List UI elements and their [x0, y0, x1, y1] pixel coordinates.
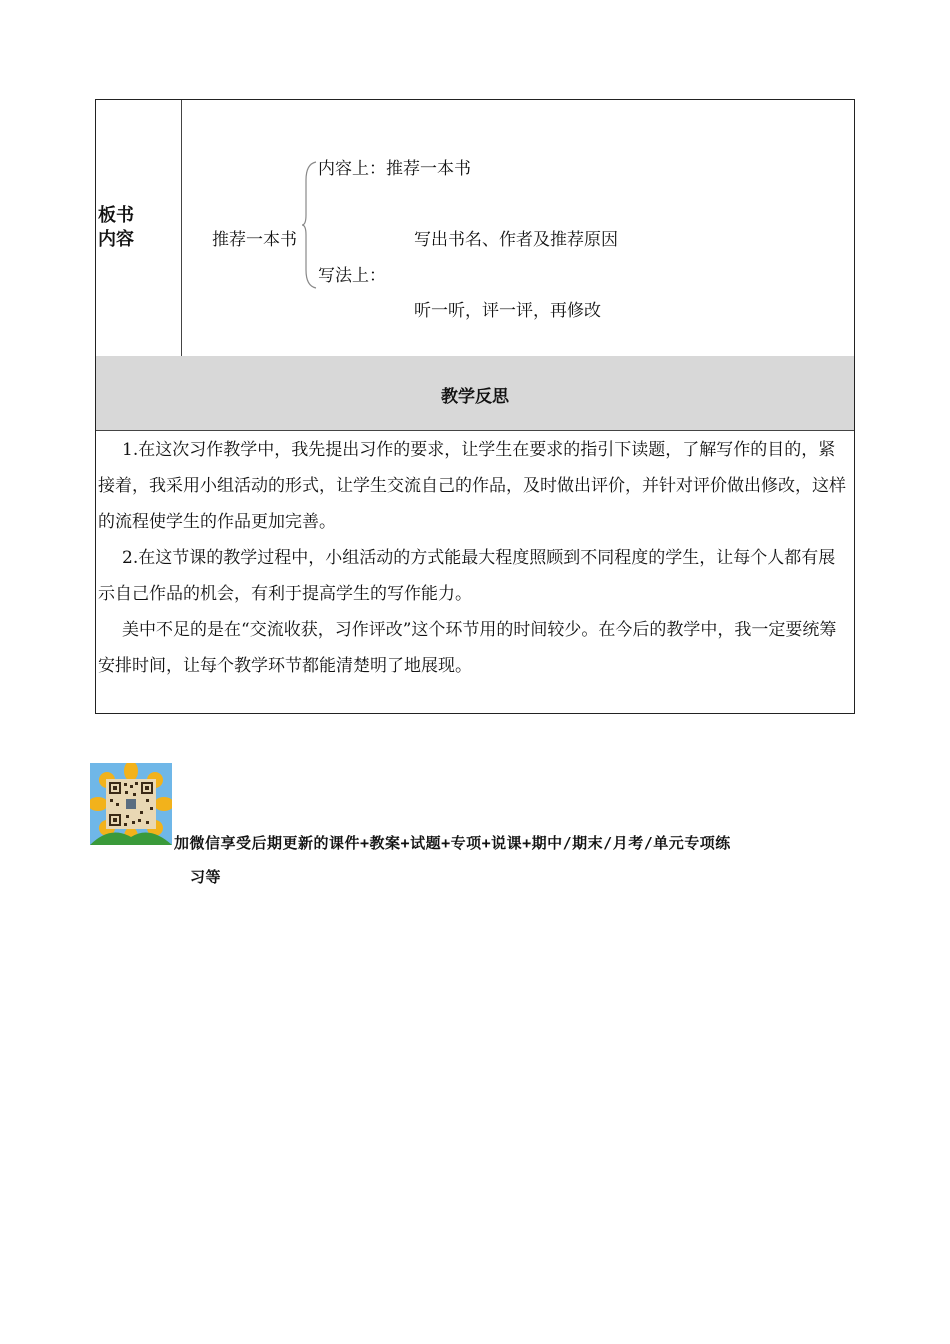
reflection-title: 教学反思: [441, 387, 509, 407]
reflection-header-row: [96, 356, 854, 431]
reflection-paragraph-3: 美中不足的是在“交流收获，习作评改”这个环节用的时间较少。在今后的教学中，我一定要统筹安排时间，让每个教学环节都能清楚明了地展现。: [98, 620, 837, 676]
lesson-table: [95, 99, 855, 714]
board-detail-1: 写出书名、作者及推荐原因: [414, 230, 618, 250]
reflection-paragraph-2: 2.在这节课的教学过程中，小组活动的方式能最大程度照顾到不同程度的学生，让每个人都有展示自己作品的机会，有利于提高学生的写作能力。: [98, 548, 836, 604]
board-label-line1: 板书: [98, 205, 134, 226]
board-label-line2: 内容: [98, 229, 134, 250]
board-root-topic: 推荐一本书: [212, 230, 297, 250]
board-label: [98, 204, 134, 252]
footer-note: [174, 826, 864, 894]
board-row: [96, 100, 854, 357]
board-content-branch: 内容上：推荐一本书: [318, 159, 471, 179]
footer-line-2: 习等: [190, 868, 222, 886]
wechat-qr-code: [90, 763, 172, 845]
board-detail-2: 听一听，评一评，再修改: [414, 301, 601, 321]
column-divider: [181, 100, 182, 356]
footer-line-1: 加微信享受后期更新的课件+教案+试题+专项+说课+期中/期末/月考/单元专项练: [174, 834, 731, 852]
reflection-body: [96, 430, 856, 714]
brace-icon: [302, 160, 318, 290]
board-writing-branch: 写法上：: [318, 266, 386, 286]
reflection-paragraph-1: 1.在这次习作教学中，我先提出习作的要求，让学生在要求的指引下读题，了解写作的目的，紧接着，我采用小组活动的形式，让学生交流自己的作品，及时做出评价，并针对评价做出修改，这样的流程使学生的作品更加完善。: [98, 440, 846, 532]
